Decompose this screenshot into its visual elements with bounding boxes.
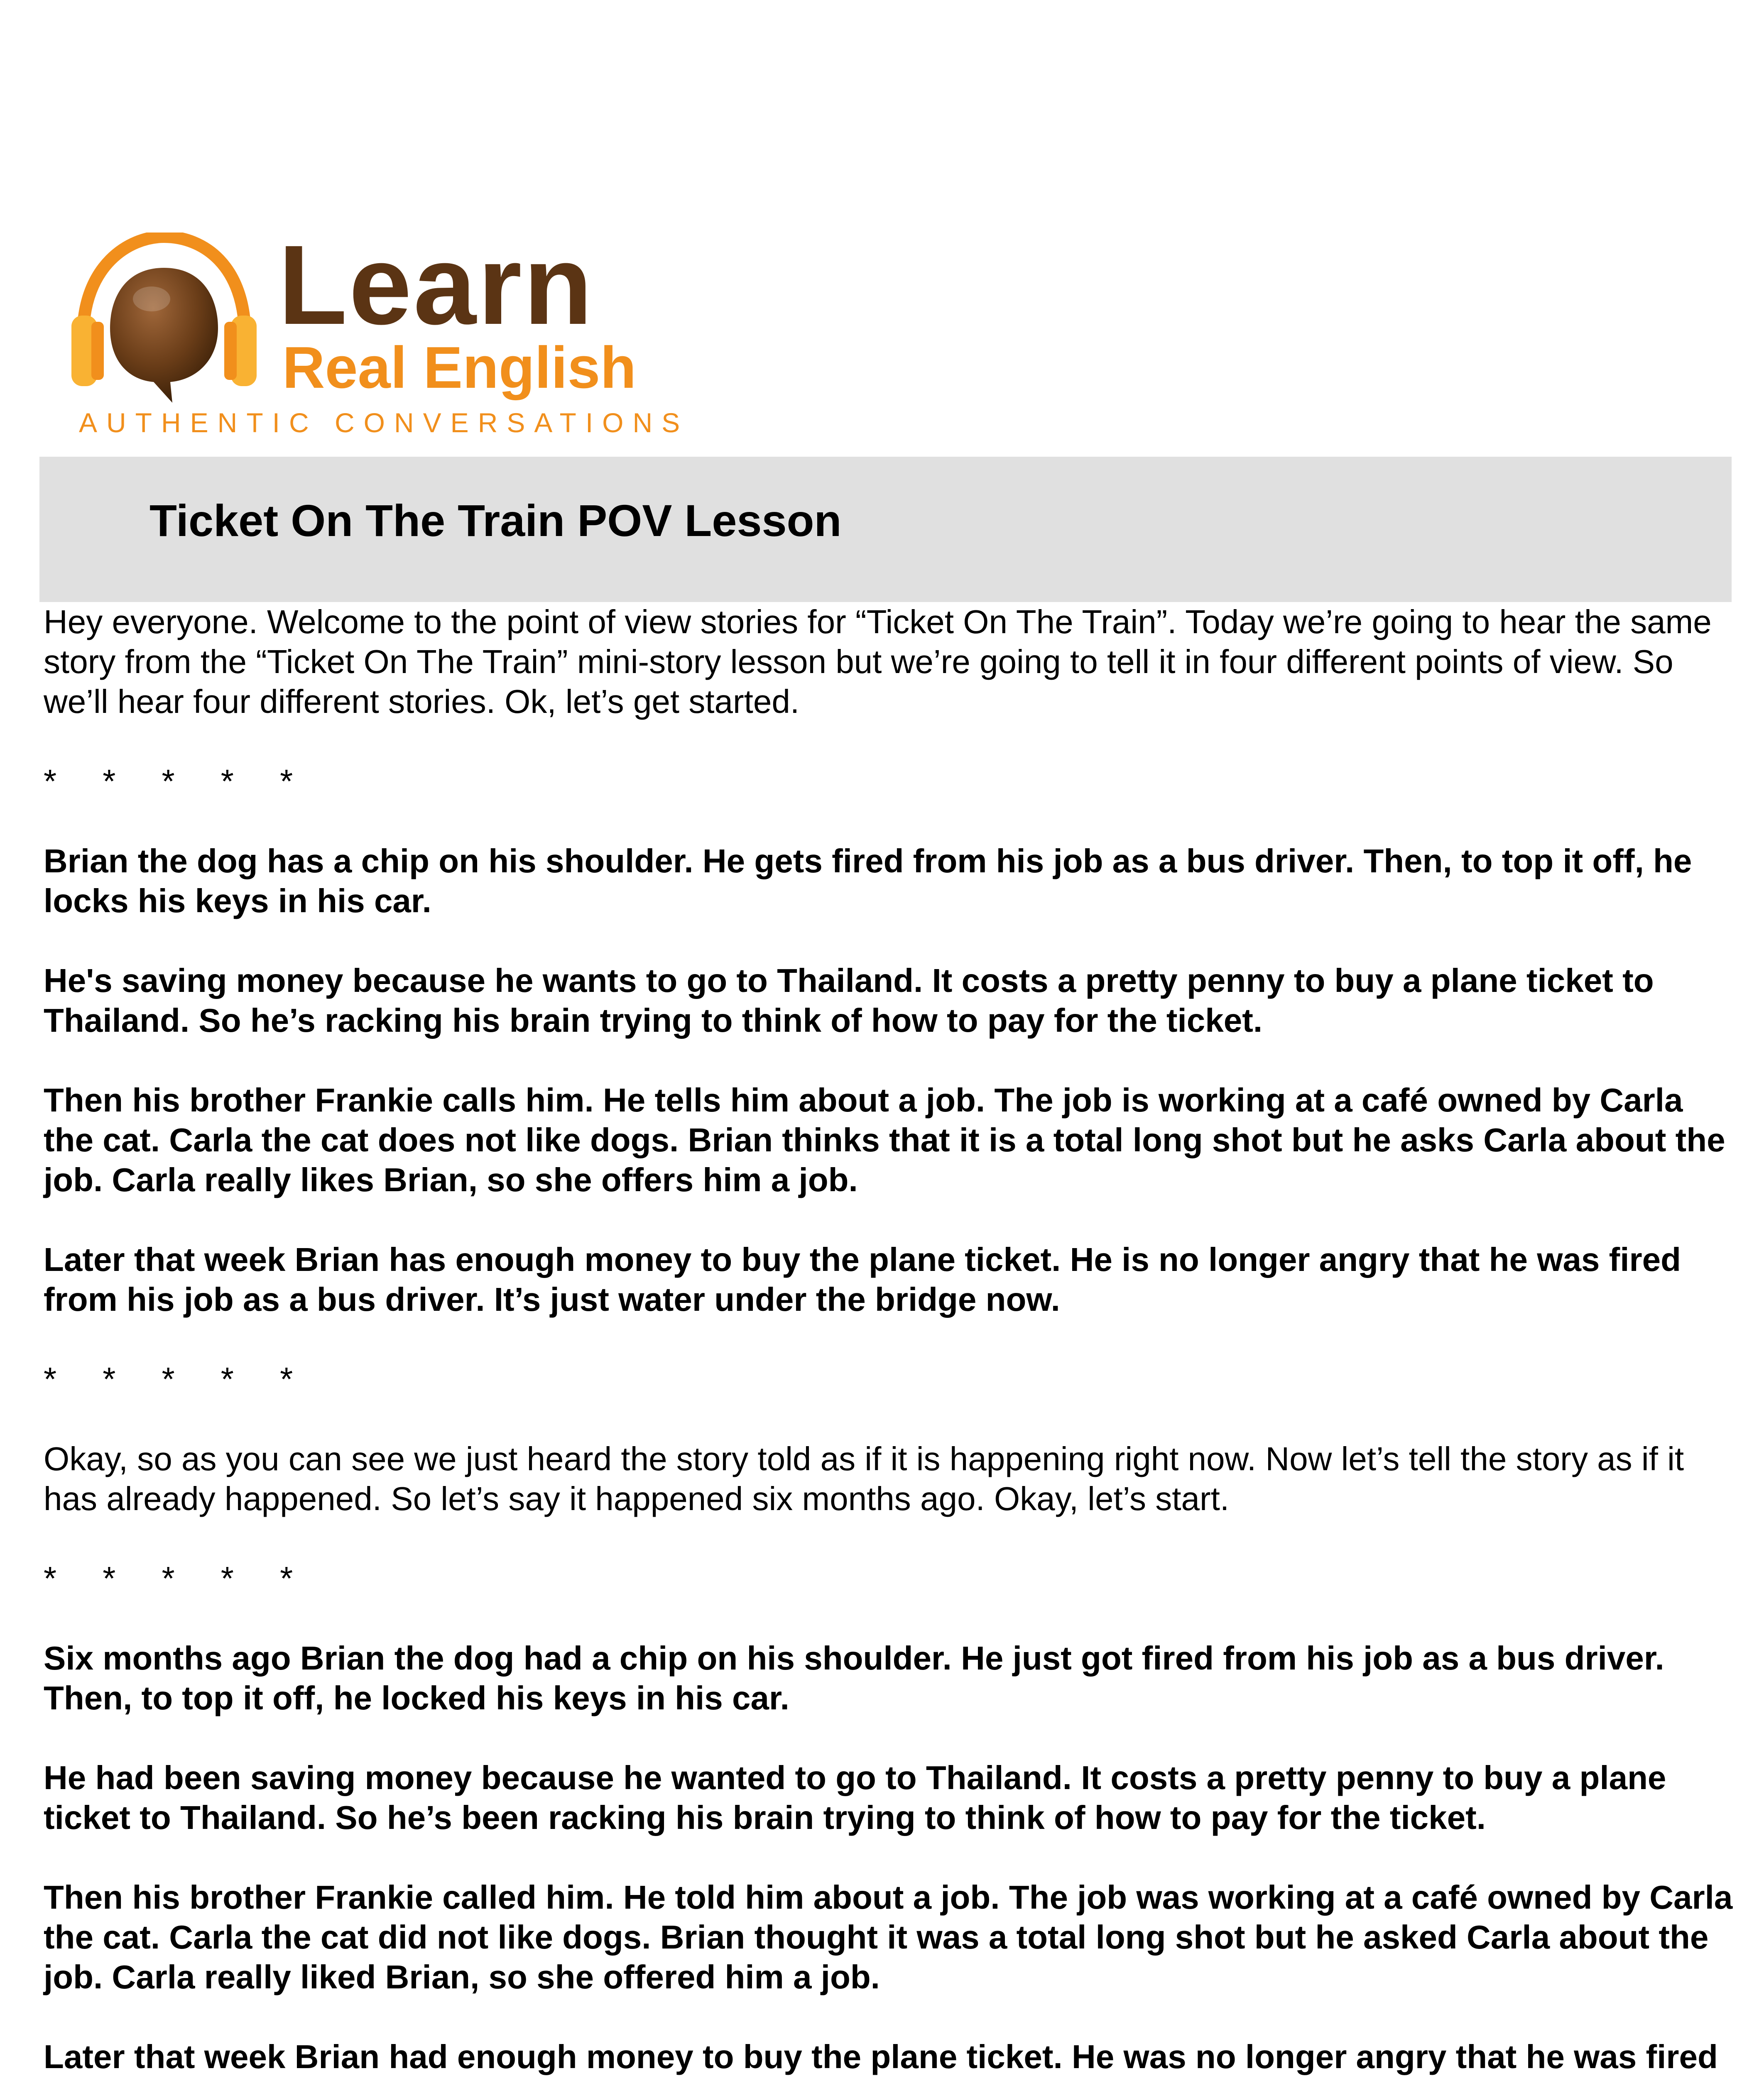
logo: [66, 222, 689, 440]
story2-paragraph-1: Six months ago Brian the dog had a chip on his shoulder. He just got fired from his job as a bus driver. Then, to top it off, he locked his keys in his car.: [44, 1640, 1664, 1716]
section-separator: * * * * *: [44, 763, 293, 800]
logo-learn-text: Learn: [278, 222, 594, 348]
headphones-speech-bubble-icon: [66, 233, 262, 407]
page-title: Ticket On The Train POV Lesson: [149, 495, 842, 546]
story2-paragraph-4: Later that week Brian had enough money to buy the plane ticket. He was no longer angry that he was fired: [44, 2038, 1718, 2075]
intro-paragraph: Hey everyone. Welcome to the point of view stories for “Ticket On The Train”. Today we’re going to hear the same story from the “Ticket On The Train” mini-story lesson but we’re going to tell it in four different points of view. So we’ll hear four different stories. Ok, let’s get started.: [44, 603, 1712, 720]
story1-paragraph-4: Later that week Brian has enough money to buy the plane ticket. He is no longer angry that he was fired from his job as a bus driver. It’s just water under the bridge now.: [44, 1241, 1681, 1318]
logo-tagline: AUTHENTIC CONVERSATIONS: [79, 407, 689, 438]
story1-paragraph-2: He's saving money because he wants to go to Thailand. It costs a pretty penny to buy a plane ticket to Thailand. So he’s racking his brain trying to think of how to pay for the ticket.: [44, 962, 1654, 1039]
transition-paragraph: Okay, so as you can see we just heard the story told as if it is happening right now. Now let’s tell the story as if it has already happened. So let’s say it happened six months ago. Okay, let’s start.: [44, 1440, 1684, 1517]
story2-paragraph-2: He had been saving money because he wanted to go to Thailand. It costs a pretty penny to buy a plane ticket to Thailand. So he’s been racking his brain trying to think of how to pay for the ticket.: [44, 1759, 1666, 1836]
story1-paragraph-3: Then his brother Frankie calls him. He tells him about a job. The job is working at a café owned by Carla the cat. Carla the cat does not like dogs. Brian thinks that it is a total long shot but he asks Carla about the job. Carla really likes Brian, so she offers him a job.: [44, 1082, 1725, 1198]
section-separator: * * * * *: [44, 1560, 293, 1597]
story2-paragraph-3: Then his brother Frankie called him. He told him about a job. The job was working at a café owned by Carla the cat. Carla the cat did not like dogs. Brian thought it was a total long shot but he asked Carla about the job. Carla really liked Brian, so she offered him a job.: [44, 1879, 1733, 1995]
lesson-content: [44, 602, 1734, 2076]
story1-paragraph-1: Brian the dog has a chip on his shoulder. He gets fired from his job as a bus driver. Then, to top it off, he locks his keys in his car.: [44, 842, 1692, 919]
title-band: [39, 457, 1732, 602]
section-separator: * * * * *: [44, 1361, 293, 1398]
logo-real-english-text: Real English: [282, 335, 637, 401]
